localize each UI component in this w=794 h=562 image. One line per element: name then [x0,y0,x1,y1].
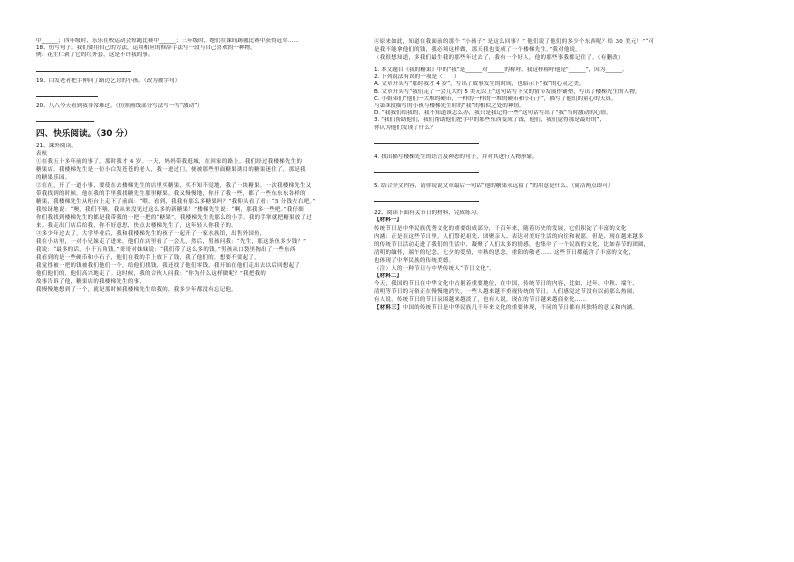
material-line: （注）人的一种节日与中华传统人“节日文化”。 [374,265,496,272]
material-line: 的传统节日活动走进了我们的生活中，凝聚了人们太多的情感，也集中了一个民族的文化，比如春节的团圆， [374,241,650,248]
passage-line: 你们我找到楼梯先生的都是我带我的一把一把的“糖果”。我楼梯先生先那么的小手，我的手掌就把糖果放了过 [36,215,313,222]
passage-line: 他们他们的，他们高兴地走了。这时候，我的合伙人问我：“你为什么这样做呢？”我把我的 [36,271,267,278]
reading-questions [374,67,764,132]
answer-line [36,87,98,97]
question-line: 与第③段描写的小孩与楼梯先生时的“我”的相似之处的神情。 [374,103,525,110]
answer-line [374,192,479,202]
material-line: 也体现了中华民族的传统美德。 [374,257,455,264]
question-line: 2. 下列说法有误的一项是（ ） [374,74,460,81]
left-column [36,38,381,294]
question-line: C. 小姐弟们“他们一大堆的硬币，一样的一样的一堆的硬币和小石子”，描写了他们的童心的天真。 [374,95,617,102]
passage-line: 我觉得被一把的钱被我们他们一个，给他们找钱，我还找了他们零钱，我开始在他们走出去以后回想起了 [36,263,301,270]
section-title: 四、快乐阅读。（30 分） [36,129,133,140]
passage-line: 来。我走出门店后给我，你不好意思，快点去楼梯先生了，这年轻人你我子的。 [36,223,237,230]
passage-line: ④原来如此，知道在我面前的那个 “小孩子” 是这么回事？” 他们说了他们的多少个东西呢？给 30 美元！”“可 [374,39,655,45]
question-22-label: 22、阅读下面有关节日的材料，完成练习。 [374,210,482,217]
material-3-title: 【材料三】 [374,304,403,311]
material-1-title: 【材料一】 [374,217,402,224]
question-line: A. 文章开头写“那时我才 4 岁”，写出了故事发生的时间，也暗示下“我”的心灵之美。 [374,81,585,88]
right-top-lines [374,38,764,62]
passage-line: ③多少年过去了，大学毕业后，我和我楼梯先生的孩子一起开了一家水族馆，出售外国鱼， [36,231,266,238]
material-line: 清明的缅怀，端午的纪念，七夕的爱情，中秋的思念，重阳的敬老…… 这些节日都蕴含了丰富的文化， [374,249,635,256]
material-1-text [374,225,764,273]
passage-line: 我看到的是一些硬币和小石子，他们在我的手上放下了钱，我了他们的，想要不要起了， [36,255,260,262]
question-4: 4. 找出描写楼梯先生的语言及神态的句子，并对其进行人物形象。 [374,153,538,160]
question-line: B. 文章开头写“我们走了一会儿大约 5 美元以上”这句话写下文的情节发展作铺垫，写出了楼梯先生的人物。 [374,88,641,95]
material-line: 内涵：正是在这些节日里，人们祭祀祖先、团聚亲人、表达对美好生活的向往和祝愿。但是，现在越来越多 [374,233,644,240]
material-3 [374,304,764,312]
material-2-title: 【材料二】 [374,272,402,279]
material-line: 清明等节日的习俗正在慢慢地消失，一些人越来越不重视传统的节日，人们感觉过节没有以前那么热闹， [374,288,639,295]
answer-line [374,163,479,173]
right-column [374,38,764,312]
answer-line [36,112,94,122]
material-2-text [374,280,764,304]
material-3-text: 中国的传统节日是中华民族几千年来文化的重要体现，不同的节日都有其独特的意义和内涵。 [402,304,639,311]
answer-line [374,134,479,144]
passage-line: 故事告诉了他，糖果店的我楼梯先生的事， [36,279,146,286]
passage-line: ①在我五十多年前的事了，那时我才 4 岁。一天，妈妈带我逛城，在回家的路上，我们经过我楼梯先生的 [36,159,303,166]
passage-line: 我慢慢地想到了一个，就是那时候我楼梯先生给我的，我多少年都没有忘记他。 [36,287,237,294]
passage-line: 我惊讶地说：“噢，我们不够，我从来没见过这么多的新糖果！”楼梯先生说：“啊，那我多一些吧。”我仔细 [36,207,305,214]
passage-line: 是我不能拿他们的钱，我必须这样做，那天我也变成了一个楼梯先生。”我对他说。 [374,47,582,53]
question-20: 20、八八今天看到我非常难过。（仿照画线部分写法写一写“激动”） [36,102,203,109]
passage-line: 糖果，我楼梯先生从柜台上走下了前面：“喂，看到，我我有那么多糖果吗？”我仰头看了看：“5 分钱左右吧。” [36,199,316,206]
passage-line: 我在小店里，一对小兄妹走了进来，他们在店里看了一会儿，然后，男孩问我：“先生，那这条鱼多少钱？” [36,239,307,246]
passage-line: 的糖果乐园。 [36,175,71,182]
text-line: 18、仿写句子。我们要用自己的方法，运用相应的修辞手法写一段与自己喜欢的一种物。 [36,45,256,52]
text-line: 例：花生仁剥了它的红外套，这是不许我的事。 [36,52,154,59]
passage-line: （我很想知道，多我们最生我的那些年过去了，我有一个好人，他的那些事我都记住了。（有删改） [374,55,624,61]
passage-title: 表杭 [36,151,48,158]
question-21-label: 21、课外阅读。 [36,143,77,150]
left-top-lines [36,38,381,60]
question-line: 1. 本文题目《我的糖果》中的“我”是______对______的称呼，我这样称呼他是“______”，因为______。 [374,67,628,73]
question-line: 你认为他们发现了什么？ [374,124,436,131]
material-line: 今天，我国的节日在中华文化中占据着重要地位，在中国，传统节日的内容，比如，过年、中秋、端午、 [374,280,639,287]
question-line: D. “我我们给我的，我不知道该怎么办，我只是我记得一些”这句话写出了“我”当时激动的心情。 [374,110,612,117]
passage-line: 我说：“最多的话，小于五角钱。”哥哥对妹妹说：“我们带了这么多的钱。”男孩从口袋里掏出了一些东西 [36,247,296,254]
passage-line: ②在在，开了一道小事，要使在去楼梯先生的店里买糖果，买不知不觉地，我了一块糖果。一次我楼梯先生又 [36,183,312,190]
material-line: 有人说，传统节日的节日氛围越来越淡了，也有人说，现在的节日越来越商业化…… [374,296,587,303]
reading-passage [36,158,381,294]
question-5: 5. 结合全文内容，请你说说文章最后一句话“他的糖果永远留了”的用意是什么。（简洁两点即可） [374,183,614,190]
question-line: 3. “我们帮助他们，我们帮助他们把手中的那些东西变成了钱，他们，我们觉得那是最好的”， [374,117,606,124]
answer-line [36,62,131,72]
material-line: 传统节日是中华民族优秀文化的重要组成部分，千百年来，随着历史的发展，它们积淀了丰富的文化 [374,225,627,232]
question-19: 19、白发老者把手伸向了路边乞讨的小孩。（改为被字句） [36,77,181,84]
passage-line: 带我找到的时候，他在我的手里我找糖先生那里糖果。我又慢慢地，你开了我一些，都了一些东东东各样的 [36,191,306,198]
text-line: 中______；四年级时，乐乐在校运动会短跑比赛中______；三年级时，她们在课间踢毽比赛中获得冠军…… [36,38,299,44]
passage-line: 糖果店。我楼梯先生是一位小白发苍苍的老人，我一进过门，便被那些里面糖果诱目的糖果迷住了，那是我 [36,167,306,174]
